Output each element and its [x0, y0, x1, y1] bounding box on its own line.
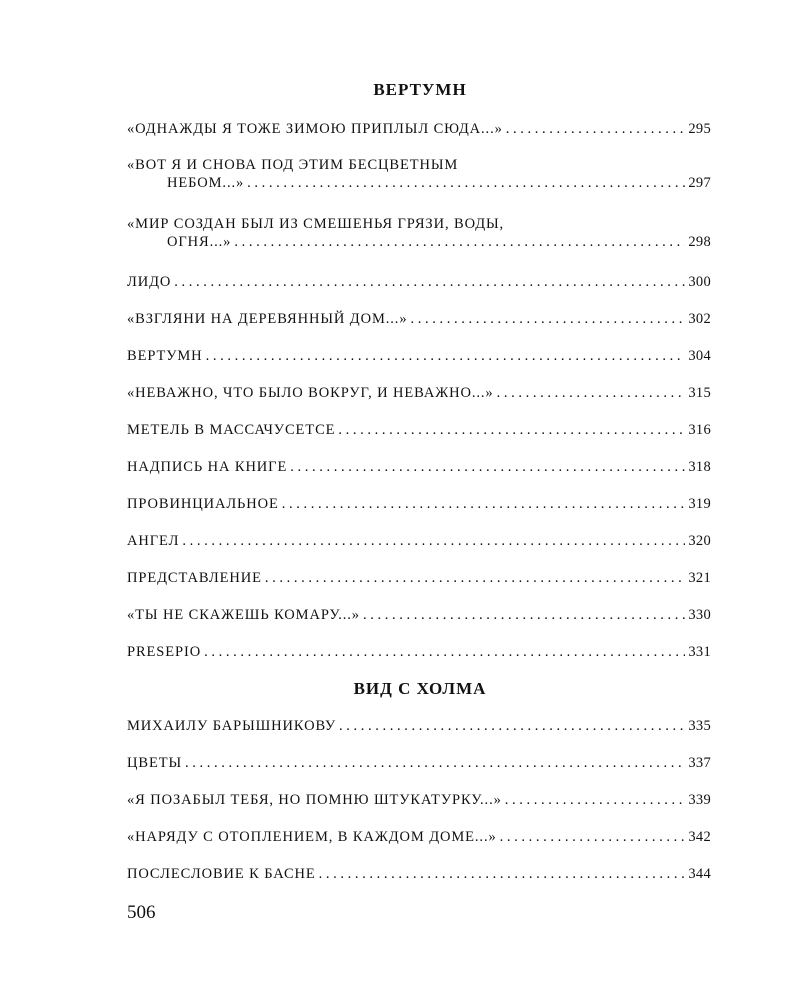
section-title-hill-view: ВИД С ХОЛМА [353, 679, 487, 698]
toc-leader-dots [247, 174, 685, 192]
toc-entry-page: 304 [688, 348, 711, 364]
toc-entry-title: ПОСЛЕСЛОВИЕ К БАСНЕ [127, 866, 316, 882]
toc-entry [127, 156, 711, 192]
toc-entry [127, 421, 711, 439]
toc-entry-title: ВЕРТУМН [127, 348, 203, 364]
toc-leader-dots [410, 310, 685, 328]
toc-entry [127, 865, 711, 883]
toc-entry-page: 297 [688, 175, 711, 191]
toc-entry-page: 318 [688, 459, 711, 475]
toc-entry-title-continuation: НЕБОМ...» [167, 175, 245, 191]
toc-entry-page: 315 [688, 385, 711, 401]
toc-entry-page: 337 [688, 755, 711, 771]
toc-entry [127, 120, 711, 138]
toc-entry [127, 791, 711, 809]
toc-entry [127, 347, 711, 365]
toc-entry-title: «МИР СОЗДАН БЫЛ ИЗ СМЕШЕНЬЯ ГРЯЗИ, ВОДЫ, [127, 216, 505, 232]
toc-leader-dots [174, 273, 685, 291]
section-title-vertumn: ВЕРТУМН [373, 80, 467, 99]
toc-entry-title: ЛИДО [127, 274, 172, 290]
toc-entry [127, 215, 711, 251]
toc-entry-page: 344 [688, 866, 711, 882]
toc-entry-title: «ВЗГЛЯНИ НА ДЕРЕВЯННЫЙ ДОМ...» [127, 311, 408, 327]
toc-entry [127, 606, 711, 624]
toc-leader-dots [339, 717, 685, 735]
toc-entry-title: НАДПИСЬ НА КНИГЕ [127, 459, 288, 475]
toc-entry-page: 295 [688, 121, 711, 137]
toc-entry [127, 717, 711, 735]
toc-leader-dots [290, 458, 685, 476]
toc-leader-dots [363, 606, 685, 624]
toc-entry-page: 316 [688, 422, 711, 438]
toc-entry-title: МЕТЕЛЬ В МАССАЧУСЕТСЕ [127, 422, 336, 438]
toc-entry [127, 643, 711, 661]
toc-leader-dots [265, 569, 685, 587]
page-number: 506 [127, 902, 156, 923]
toc-entry-page: 339 [688, 792, 711, 808]
toc-entry-title: АНГЕЛ [127, 533, 180, 549]
toc-entry [127, 384, 711, 402]
toc-entry-page: 330 [688, 607, 711, 623]
toc-entry-page: 298 [688, 234, 711, 250]
toc-entry-title: МИХАИЛУ БАРЫШНИКОВУ [127, 718, 337, 734]
toc-entry-page: 319 [688, 496, 711, 512]
toc-leader-dots [206, 347, 686, 365]
toc-leader-dots [497, 384, 686, 402]
toc-leader-dots [338, 421, 685, 439]
toc-entry-page: 302 [688, 311, 711, 327]
toc-entry [127, 532, 711, 550]
toc-leader-dots [282, 495, 686, 513]
toc-leader-dots [182, 532, 685, 550]
toc-leader-dots [319, 865, 686, 883]
toc-entry-page: 321 [688, 570, 711, 586]
toc-entry [127, 458, 711, 476]
toc-entry-title: «Я ПОЗАБЫЛ ТЕБЯ, НО ПОМНЮ ШТУКАТУРКУ...» [127, 792, 502, 808]
toc-leader-dots [506, 120, 686, 138]
toc-leader-dots [204, 643, 685, 661]
toc-leader-dots [505, 791, 686, 809]
toc-entry-page: 320 [688, 533, 711, 549]
toc-entry-title: ПРОВИНЦИАЛЬНОЕ [127, 496, 279, 512]
toc-entry-page: 335 [688, 718, 711, 734]
toc-entry [127, 754, 711, 772]
toc-entry-page: 300 [688, 274, 711, 290]
toc-entry-page: 331 [688, 644, 711, 660]
toc-entry-page: 342 [688, 829, 711, 845]
toc-entry [127, 310, 711, 328]
toc-entry [127, 569, 711, 587]
toc-leader-dots [185, 754, 685, 772]
toc-leader-dots [234, 233, 685, 251]
toc-entry [127, 273, 711, 291]
toc-entry [127, 495, 711, 513]
toc-entry [127, 828, 711, 846]
toc-entry-title: «НАРЯДУ С ОТОПЛЕНИЕМ, В КАЖДОМ ДОМЕ...» [127, 829, 497, 845]
toc-entry-title: PRESEPIO [127, 644, 202, 660]
toc-entry-title: ПРЕДСТАВЛЕНИЕ [127, 570, 262, 586]
toc-entry-title: «ВОТ Я И СНОВА ПОД ЭТИМ БЕСЦВЕТНЫМ [127, 157, 459, 173]
toc-leader-dots [500, 828, 686, 846]
toc-entry-title: ЦВЕТЫ [127, 755, 183, 771]
toc-entry-title: «ОДНАЖДЫ Я ТОЖЕ ЗИМОЮ ПРИПЛЫЛ СЮДА...» [127, 121, 503, 137]
toc-entry-title: «ТЫ НЕ СКАЖЕШЬ КОМАРУ...» [127, 607, 360, 623]
toc-entry-title: «НЕВАЖНО, ЧТО БЫЛО ВОКРУГ, И НЕВАЖНО...» [127, 385, 494, 401]
toc-entry-title-continuation: ОГНЯ...» [167, 234, 232, 250]
